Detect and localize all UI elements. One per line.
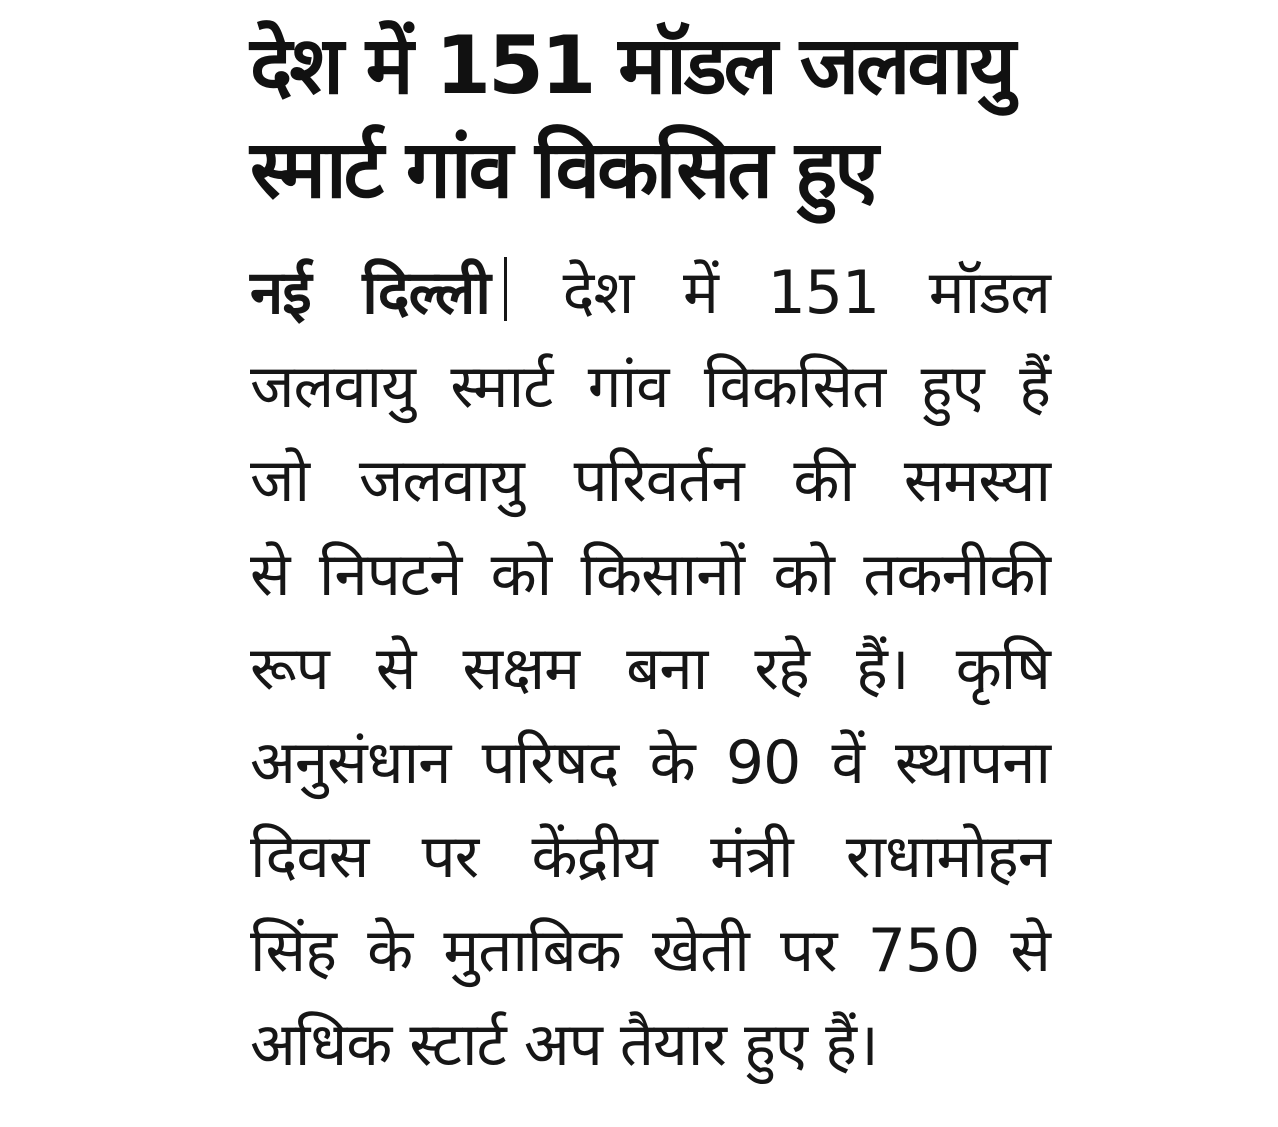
news-article <box>250 14 1050 1092</box>
headline <box>250 14 1050 222</box>
headline-line: स्मार्ट गांव विकसित हुए <box>250 123 876 216</box>
body-line: जलवायु स्मार्ट गांव विकसित हुए हैं <box>250 352 1050 422</box>
body-line: अधिक स्टार्ट अप तैयार हुए हैं। <box>250 1010 878 1080</box>
body-line: जो जलवायु परिवर्तन की समस्या <box>250 446 1050 516</box>
body-line: दिवस पर केंद्रीय मंत्री राधामोहन <box>250 822 1050 892</box>
dateline: नई दिल्ली <box>250 258 490 328</box>
body-line: सिंह के मुताबिक खेती पर 750 से <box>250 916 1050 986</box>
body-line <box>250 246 1050 340</box>
body-line: रूप से सक्षम बना रहे हैं। कृषि <box>250 634 1050 704</box>
headline-line: देश में 151 मॉडल जलवायु <box>250 19 1013 112</box>
body-line-text: देश में 151 मॉडल <box>562 258 1050 328</box>
article-body <box>250 246 1050 1092</box>
body-line: अनुसंधान परिषद के 90 वें स्थापना <box>250 728 1050 798</box>
body-line: से निपटने को किसानों को तकनीकी <box>250 540 1050 610</box>
dateline-separator <box>504 257 507 321</box>
